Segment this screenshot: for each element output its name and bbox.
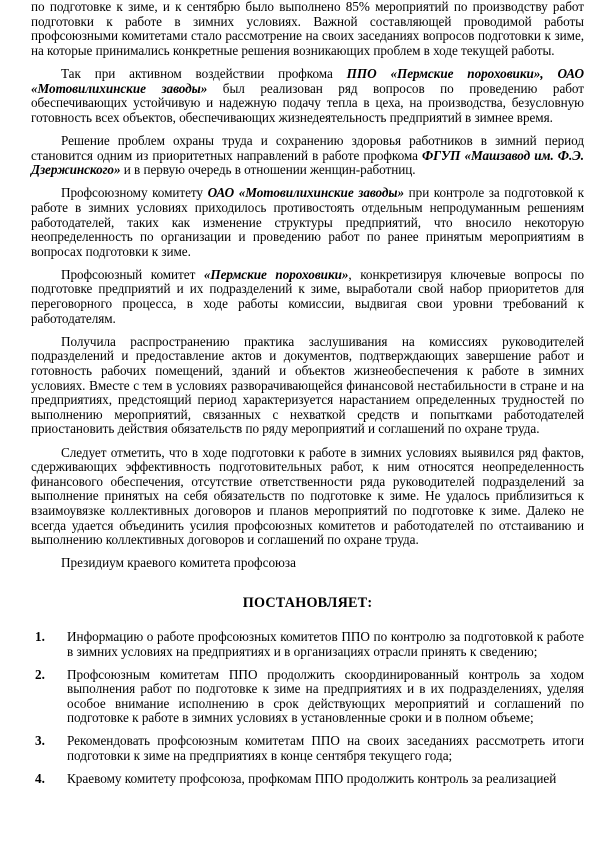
decision-item (31, 772, 584, 787)
decision-number: 4. (35, 770, 45, 786)
org-name-emphasis: ФГУП «Машзавод им. Ф.Э. Дзержинского» (31, 147, 584, 178)
decision-item (31, 734, 584, 763)
org-name-emphasis: «Пермские пороховики» (203, 266, 349, 282)
decree-heading: ПОСТАНОВЛЯЕТ: (242, 594, 373, 611)
paragraph-text: Получила распространению практика заслушивания на комиссиях руководителей подразделений и предоставление актов и документов, подтверждающих завершение работ и готовность рабочих помещений, зданий и объектов жизнеобеспечения к работе в зимних условиях. Вместе с тем в условиях разворачивающейся финансовой нестабильности в стране и на предприятиях, предстоящий период характеризуется нарастанием определенных трудностей по выполнению мероприятий, связанных с нехваткой средств и попытками работодателей приостановить действия обязательств по ряду мероприятий и соглашений по охране труда. (31, 333, 584, 437)
paragraph-text: Следует отметить, что в ходе подготовки к работе в зимних условиях выявился ряд фактов, сдерживающих эффективность подготовительных работ, к ним относятся неопределенность финансового обеспечения, отсутствие ответственности ряда руководителей подразделений за выполнение принятых на себя обязательств по подготовке к зиме. Не удалось приблизиться к взаимоувязке коллективных договоров и планов мероприятий по подготовке к зиме. Далеко не всегда удается объединить усилия профсоюзных комитетов и работодателей по отстаиванию и выполнению коллективных договоров и соглашений по охране труда. (31, 444, 584, 548)
decision-text: Рекомендовать профсоюзным комитетам ППО на своих заседаниях рассмотреть итоги подготовки к зиме на предприятиях в конце сентября текущего года; (67, 733, 584, 763)
org-name-emphasis: ОАО «Мотовилихинские заводы» (207, 185, 405, 201)
decision-number: 1. (35, 628, 45, 644)
body-paragraph (31, 0, 584, 58)
paragraph-text: Так при активном воздействии профкома (61, 65, 347, 81)
body-paragraph (31, 268, 584, 326)
paragraph-text: Профсоюзному комитету (61, 185, 208, 201)
decision-number: 3. (35, 733, 45, 749)
decision-text: Информацию о работе профсоюзных комитетов ППО по контролю за подготовкой к работе в зимних условиях на предприятиях и в организациях отрасли принять к сведению; (67, 628, 584, 659)
decision-item (31, 630, 584, 659)
paragraph-text: при контроле за подготовкой к работе в зимних условиях приходилось противостоять отдельным непродуманным решениям работодателей, таких как изменение структуры предприятий, что вносило некоторую неопределенность по организации и проведению работ по ранее принятым мероприятиям в вопросах подготовки к зиме. (31, 185, 584, 259)
paragraph-text: , конкретизируя ключевые вопросы по подготовке предприятий и их подразделений к зиме, выработали свой набор приоритетов для переговорного процесса, в ходе работы комиссии, выдвигая свои уровни требований к работодателям. (31, 266, 584, 326)
decision-list (31, 630, 584, 787)
decision-number: 2. (35, 666, 45, 682)
body-paragraph (31, 186, 584, 259)
org-name-emphasis: ППО «Пермские пороховики», ОАО «Мотовилихинские заводы» (31, 65, 585, 96)
paragraph-text: Решение проблем охраны труда и сохранению здоровья работников в зимний период становится одним из приоритетных направлений в работе профкома (31, 132, 584, 163)
paragraph-text: и в первую очередь в отношении женщин-работниц. (120, 162, 416, 178)
paragraph-text: Профсоюзный комитет (61, 266, 204, 282)
body-paragraph (31, 134, 584, 178)
body-paragraph (31, 446, 584, 548)
paragraph-text: был реализован ряд вопросов по проведению работ обеспечивающих устойчивую и надежную подачу тепла в цеха, на производства, безусловную готовность всех объектов, обеспечивающих жизнедеятельность предприятий в зимнее время. (31, 80, 584, 125)
paragraph-text: по подготовке к зиме, и к сентябрю было выполнено 85% мероприятий по производству работ подготовки к работе в зимних условиях. Важной составляющей проводимой работы профсоюзными комитетами стало рассмотрение на своих заседаниях вопросов подготовки к зиме, на которые принимались конкретные решения возникающих проблем в ходе текущей работы. (31, 0, 584, 58)
decision-text: Краевому комитету профсоюза, профкомам ППО продолжить контроль за реализацией (67, 770, 557, 786)
document-body (31, 0, 584, 548)
body-paragraph (31, 335, 584, 437)
decision-text: Профсоюзным комитетам ППО продолжить скоординированный контроль за ходом выполнения работ по подготовке к зиме на предприятиях и в их подразделениях, уделяя особое внимание исполнению в срок действующих мероприятий и соглашений по подготовке к работе в зимних условиях в установленные сроки и в полном объеме; (67, 666, 584, 726)
presidium-line: Президиум краевого комитета профсоюза (61, 555, 296, 571)
body-paragraph (31, 67, 584, 125)
decision-item (31, 668, 584, 726)
